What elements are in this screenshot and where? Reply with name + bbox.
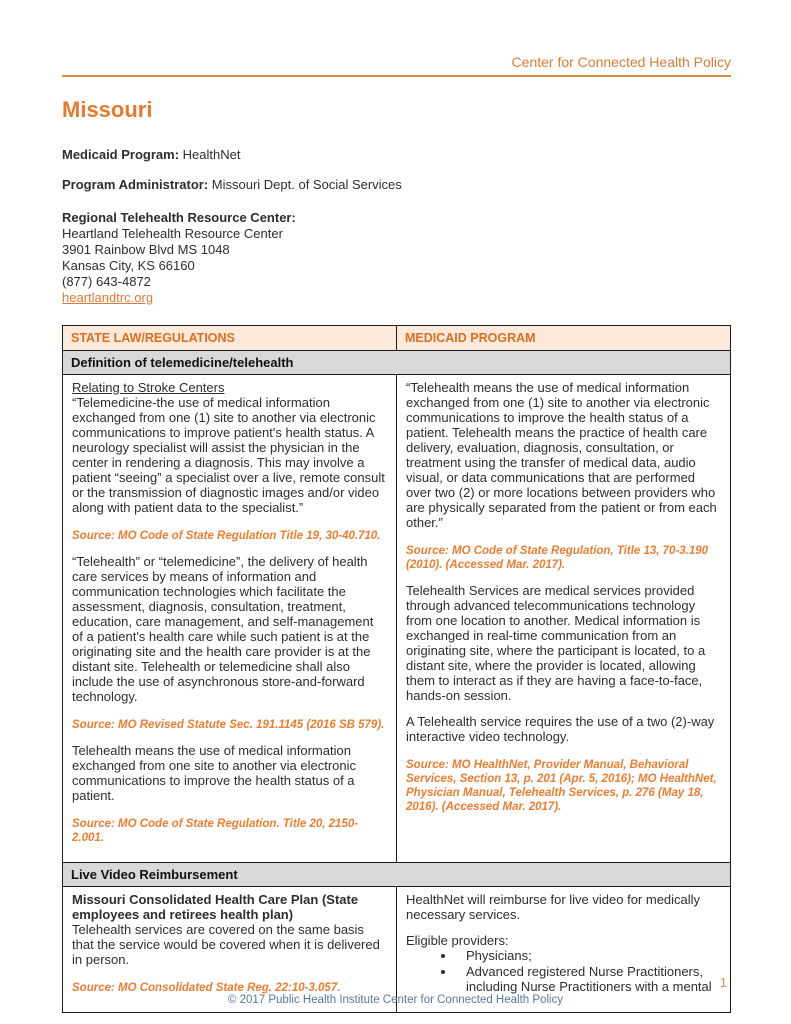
- source-citation: Source: MO Code of State Regulation Title 19, 30-40.710.: [72, 530, 381, 542]
- policy-table: [62, 325, 731, 1013]
- rtrc-label: Regional Telehealth Resource Center:: [62, 210, 296, 225]
- definition-content-row: [63, 375, 731, 863]
- live-video-right-paragraph-1: HealthNet will reimburse for live video for medically necessary services.: [406, 892, 701, 922]
- definition-left-paragraph-2: “Telehealth” or “telemedicine”, the delivery of health care services by means of information and communication technologies which facilitate the assessment, diagnosis, consultation, treatment, education, care management, and self-management of a patient's health care while such patient is at the originating site and the health care provider is at the distant site. Telehealth or telemedicine shall also include the use of asynchronous store-and-forward technology.: [72, 554, 374, 704]
- live-video-left-paragraph-1: Telehealth services are covered on the same basis that the service would be covered when it is delivered in person.: [72, 922, 380, 967]
- page-title: Missouri: [62, 97, 153, 122]
- list-item: • Advanced registered Nurse Practitioners, including Nurse Practitioners with a mental: [456, 964, 721, 994]
- source-citation: Source: MO Code of State Regulation, Title 13, 70-3.190 (2010). (Accessed Mar. 2017).: [406, 545, 709, 571]
- section-row-live-video: [63, 863, 731, 887]
- page-number: 1: [719, 975, 727, 990]
- medicaid-program-label: Medicaid Program:: [62, 147, 180, 162]
- list-item: • Physicians;: [456, 948, 721, 963]
- definition-right-paragraph-3: A Telehealth service requires the use of a two (2)-way interactive video technology.: [406, 714, 715, 744]
- rtrc-city: Kansas City, KS 66160: [62, 258, 195, 273]
- medicaid-program-value: HealthNet: [182, 147, 241, 162]
- eligible-providers-label: Eligible providers:: [406, 933, 509, 948]
- program-administrator-value: Missouri Dept. of Social Services: [211, 177, 402, 192]
- definition-left-paragraph-1: “Telemedicine-the use of medical information exchanged from one (1) site to another via electronic communications to improve patient's health status. A neurology specialist will assist the physician in the center in rendering a diagnosis. This may involve a patient “seeing” a specialist over a live, remote consult or the transmission of diagnostic images and/or video along with patient data to the specialist.”: [72, 395, 385, 515]
- table-header-row: [63, 326, 731, 351]
- section-title-definition: Definition of telemedicine/telehealth: [63, 351, 731, 375]
- cell-definition-state-law: [63, 375, 397, 863]
- source-citation: Source: MO HealthNet, Provider Manual, Behavioral Services, Section 13, p. 201 (Apr. 5, 2016); MO HealthNet, Physician Manual, Telehealth Services, p. 276 (May 18, 2016). (Accessed Mar. 2017).: [406, 759, 717, 813]
- doc-header: [62, 0, 731, 77]
- section-title-live-video: Live Video Reimbursement: [63, 863, 731, 887]
- source-citation: Source: MO Code of State Regulation. Title 20, 2150-2.001.: [72, 818, 359, 844]
- eligible-providers-list: [406, 948, 721, 994]
- consolidated-plan-heading: Missouri Consolidated Health Care Plan (State employees and retirees health plan): [72, 892, 359, 922]
- source-citation: Source: MO Consolidated State Reg. 22:10-3.057.: [72, 982, 341, 994]
- program-administrator-label: Program Administrator:: [62, 177, 209, 192]
- col-header-medicaid-program: MEDICAID PROGRAM: [397, 326, 731, 351]
- definition-right-paragraph-1: “Telehealth means the use of medical information exchanged from one (1) site to another via electronic communications to improve the health status of a patient. Telehealth means the practice of health care delivery, evaluation, diagnosis, consultation, or treatment using the transfer of medical data, audio visual, or data communications that are performed over two (2) or more locations between providers who are physically separated from the patient or from each other.”: [406, 380, 717, 530]
- regional-telehealth-resource-center: [62, 210, 731, 306]
- meta-info: [62, 147, 731, 192]
- stroke-centers-heading: Relating to Stroke Centers: [72, 380, 225, 395]
- source-citation: Source: MO Revised Statute Sec. 191.1145 (2016 SB 579).: [72, 719, 385, 731]
- col-header-state-law: STATE LAW/REGULATIONS: [63, 326, 397, 351]
- rtrc-street: 3901 Rainbow Blvd MS 1048: [62, 242, 230, 257]
- brand-title: Center for Connected Health Policy: [511, 54, 731, 70]
- rtrc-website-link[interactable]: heartlandtrc.org: [62, 290, 154, 305]
- definition-left-paragraph-3: Telehealth means the use of medical information exchanged from one site to another via electronic communications to improve the health status of a patient.: [72, 743, 357, 803]
- rtrc-phone: (877) 643-4872: [62, 274, 151, 289]
- footer-copyright: © 2017 Public Health Institute Center for Connected Health Policy: [227, 994, 564, 1006]
- definition-right-paragraph-2: Telehealth Services are medical services provided through advanced telecommunications technology from one location to another. Medical information is exchanged in real-time communication from an originating site, where the participant is located, to a distant site, where the provider is located, allowing them to interact as if they are having a face-to-face, hands-on session.: [406, 583, 706, 703]
- rtrc-name: Heartland Telehealth Resource Center: [62, 226, 283, 241]
- cell-definition-medicaid: [397, 375, 731, 863]
- program-administrator-line: [62, 177, 731, 192]
- section-row-definition: [63, 351, 731, 375]
- medicaid-program-line: [62, 147, 731, 162]
